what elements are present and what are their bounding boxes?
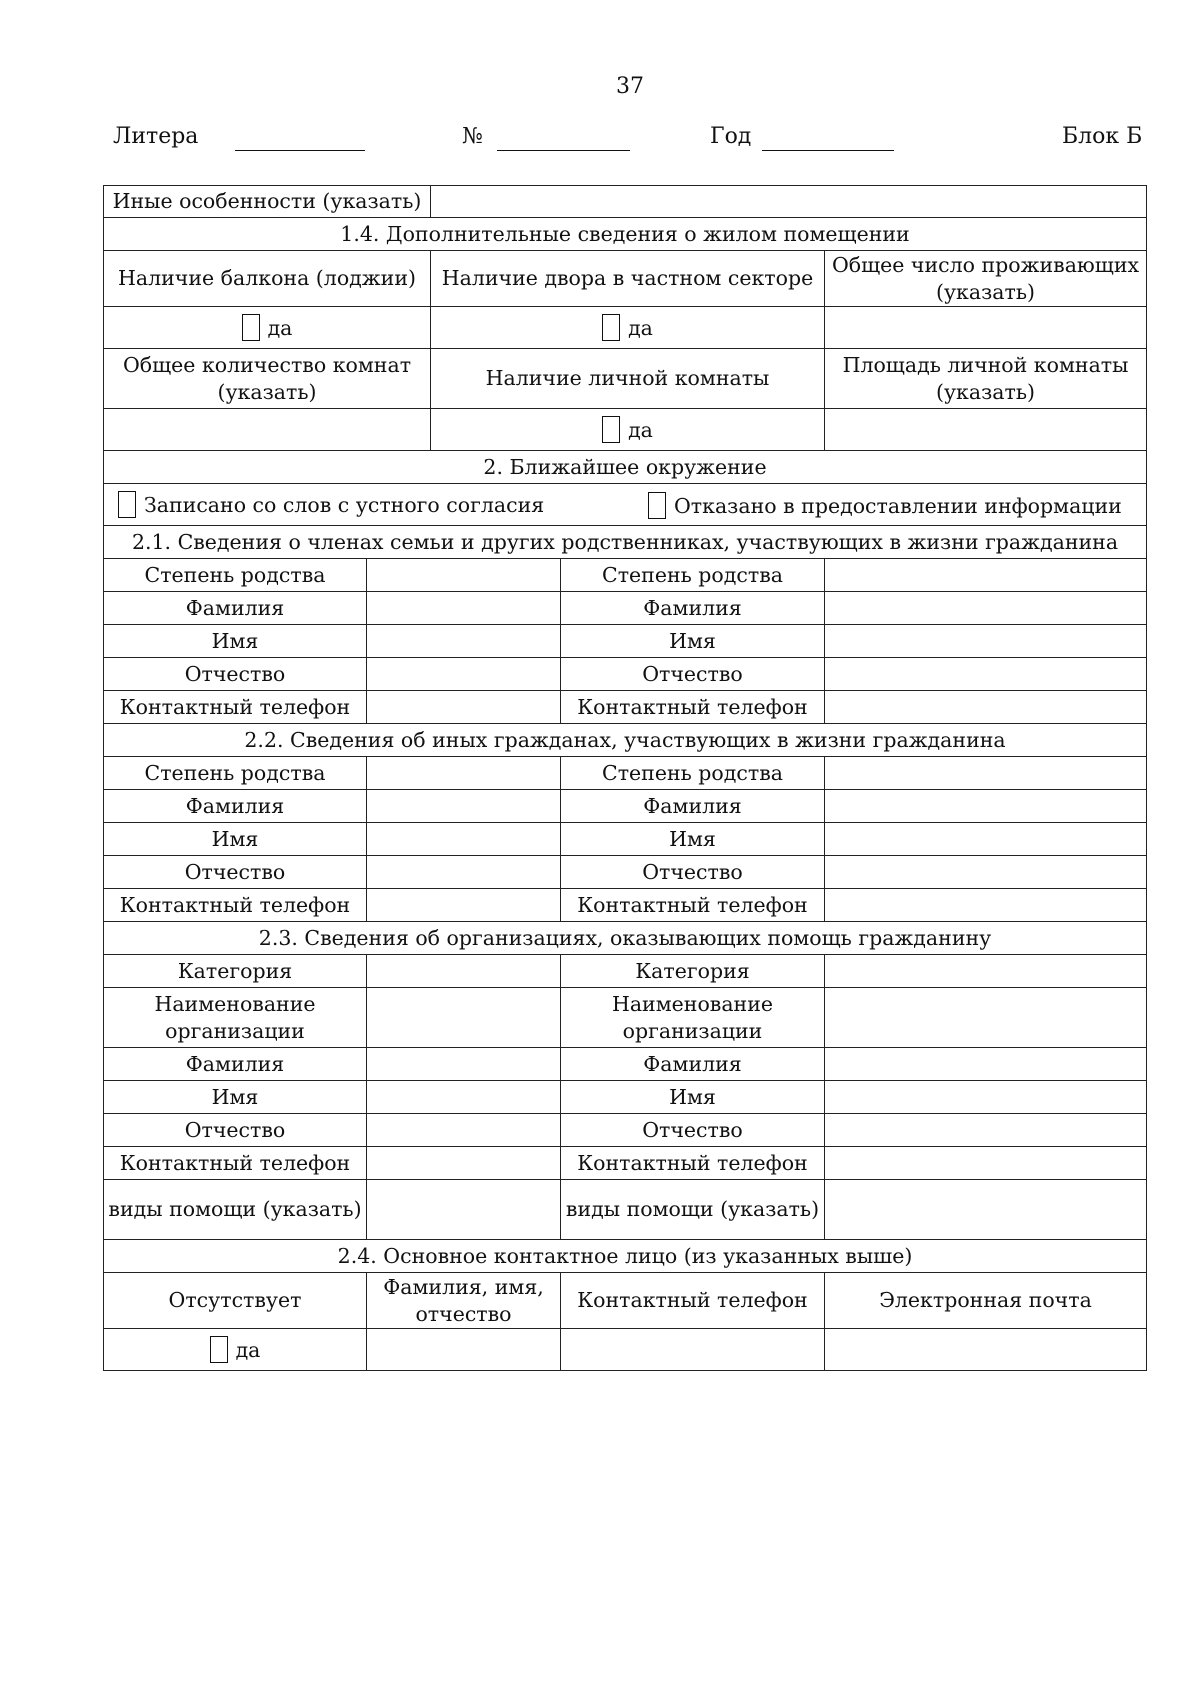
field-value[interactable]: [367, 1147, 561, 1180]
rooms-total-field[interactable]: [104, 409, 431, 451]
field-label: Имя: [104, 625, 367, 658]
verbal-consent-option[interactable]: [118, 491, 544, 519]
field-value[interactable]: [367, 691, 561, 724]
field-label: Имя: [561, 1081, 825, 1114]
checkbox-icon[interactable]: [210, 1336, 228, 1363]
field-value[interactable]: [825, 1114, 1147, 1147]
field-value[interactable]: [825, 559, 1147, 592]
checkbox-icon[interactable]: [648, 492, 666, 519]
table-row: [104, 988, 1147, 1048]
table-row: [104, 889, 1147, 922]
field-label: Контактный телефон: [561, 1147, 825, 1180]
field-label: Фамилия: [561, 1048, 825, 1081]
yard-yes-option[interactable]: [602, 314, 653, 342]
yes-label: да: [628, 417, 653, 442]
checkbox-icon[interactable]: [602, 416, 620, 443]
absent-yes-option[interactable]: [210, 1336, 261, 1364]
field-label: виды помощи (указать): [104, 1180, 367, 1240]
room-area-field[interactable]: [825, 409, 1147, 451]
block-label: Блок Б: [1062, 124, 1143, 149]
field-label: Имя: [104, 1081, 367, 1114]
field-value[interactable]: [367, 955, 561, 988]
field-value[interactable]: [825, 988, 1147, 1048]
number-field[interactable]: [497, 150, 630, 151]
field-label: Контактный телефон: [104, 889, 367, 922]
field-label: Фамилия: [104, 790, 367, 823]
rooms-total-label: Общее количество комнат (указать): [104, 349, 431, 409]
balcony-label: Наличие балкона (лоджии): [104, 251, 431, 307]
field-value[interactable]: [825, 1081, 1147, 1114]
table-row: [104, 691, 1147, 724]
field-value[interactable]: [825, 1180, 1147, 1240]
field-value[interactable]: [367, 823, 561, 856]
residents-field[interactable]: [825, 307, 1147, 349]
field-value[interactable]: [367, 790, 561, 823]
personal-room-cell: [431, 409, 825, 451]
field-value[interactable]: [825, 691, 1147, 724]
field-label: Фамилия: [561, 790, 825, 823]
section-2-4-title: 2.4. Основное контактное лицо (из указанных выше): [104, 1240, 1147, 1273]
field-value[interactable]: [825, 889, 1147, 922]
refused-label: Отказано в предоставлении информации: [674, 494, 1122, 518]
field-value[interactable]: [825, 1147, 1147, 1180]
field-label: Контактный телефон: [104, 691, 367, 724]
page-number: 37: [616, 74, 644, 99]
field-label: Отчество: [104, 658, 367, 691]
table-row: [104, 1081, 1147, 1114]
field-label: Имя: [561, 823, 825, 856]
table-row: [104, 790, 1147, 823]
field-value[interactable]: [367, 625, 561, 658]
field-label: Контактный телефон: [561, 889, 825, 922]
field-label: Степень родства: [561, 757, 825, 790]
field-value[interactable]: [367, 889, 561, 922]
field-label: Отчество: [561, 1114, 825, 1147]
field-label: Фамилия: [561, 592, 825, 625]
field-label: Категория: [561, 955, 825, 988]
field-label: Имя: [561, 625, 825, 658]
consent-row: [104, 484, 1147, 526]
table-row: [104, 823, 1147, 856]
other-features-label: Иные особенности (указать): [104, 186, 431, 218]
field-label: Отчество: [104, 1114, 367, 1147]
field-label: Степень родства: [561, 559, 825, 592]
email-field[interactable]: [825, 1329, 1147, 1371]
field-label: Фамилия: [104, 1048, 367, 1081]
phone-label: Контактный телефон: [561, 1273, 825, 1329]
table-row: [104, 625, 1147, 658]
table-row: [104, 757, 1147, 790]
field-label: Отчество: [104, 856, 367, 889]
field-value[interactable]: [367, 856, 561, 889]
field-label: Категория: [104, 955, 367, 988]
refused-option[interactable]: [648, 492, 1122, 520]
table-row: [104, 1180, 1147, 1240]
yes-label: да: [235, 1337, 261, 1362]
field-label: Наименование организации: [104, 988, 367, 1048]
table-row: [104, 1147, 1147, 1180]
checkbox-icon[interactable]: [242, 314, 260, 341]
number-label: №: [462, 124, 483, 149]
field-value[interactable]: [825, 955, 1147, 988]
section-2-1-title: 2.1. Сведения о членах семьи и других родственниках, участвующих в жизни гражданина: [104, 526, 1147, 559]
year-label: Год: [710, 124, 752, 149]
residents-label: Общее число проживающих (указать): [825, 251, 1147, 307]
yes-label: да: [267, 315, 293, 340]
section-2-2-title: 2.2. Сведения об иных гражданах, участвующих в жизни гражданина: [104, 724, 1147, 757]
full-name-label: Фамилия, имя, отчество: [367, 1273, 561, 1329]
room-area-label: Площадь личной комнаты (указать): [825, 349, 1147, 409]
yes-label: да: [628, 315, 653, 340]
questionnaire-table: [103, 185, 1147, 1371]
field-label: Имя: [104, 823, 367, 856]
personal-room-label: Наличие личной комнаты: [431, 349, 825, 409]
field-value[interactable]: [825, 625, 1147, 658]
table-row: [104, 592, 1147, 625]
field-value[interactable]: [367, 1114, 561, 1147]
balcony-yes-option[interactable]: [242, 314, 293, 342]
field-label: Наименование организации: [561, 988, 825, 1048]
absent-cell: [104, 1329, 367, 1371]
section-1-4-title: 1.4. Дополнительные сведения о жилом помещении: [104, 218, 1147, 251]
table-row: [104, 658, 1147, 691]
field-label: Отчество: [561, 856, 825, 889]
field-value[interactable]: [825, 592, 1147, 625]
field-value[interactable]: [367, 592, 561, 625]
section-2-title: 2. Ближайшее окружение: [104, 451, 1147, 484]
other-features-field[interactable]: [431, 186, 1147, 218]
full-name-field[interactable]: [367, 1329, 561, 1371]
field-value[interactable]: [367, 559, 561, 592]
field-value[interactable]: [825, 823, 1147, 856]
table-row: [104, 955, 1147, 988]
checkbox-icon[interactable]: [602, 314, 620, 341]
year-field[interactable]: [762, 150, 894, 151]
table-row: [104, 559, 1147, 592]
field-label: Контактный телефон: [561, 691, 825, 724]
field-value[interactable]: [825, 757, 1147, 790]
email-label: Электронная почта: [825, 1273, 1147, 1329]
field-value[interactable]: [825, 658, 1147, 691]
field-value[interactable]: [825, 790, 1147, 823]
table-row: [104, 856, 1147, 889]
section-2-3-title: 2.3. Сведения об организациях, оказывающих помощь гражданину: [104, 922, 1147, 955]
field-value[interactable]: [825, 856, 1147, 889]
field-value[interactable]: [367, 757, 561, 790]
personal-room-yes-option[interactable]: [602, 416, 653, 444]
field-label: Степень родства: [104, 757, 367, 790]
field-value[interactable]: [367, 1081, 561, 1114]
litera-field[interactable]: [235, 150, 365, 151]
table-row: [104, 1114, 1147, 1147]
yard-label: Наличие двора в частном секторе: [431, 251, 825, 307]
field-label: Фамилия: [104, 592, 367, 625]
balcony-cell: [104, 307, 431, 349]
absent-label: Отсутствует: [104, 1273, 367, 1329]
field-value[interactable]: [367, 658, 561, 691]
field-value[interactable]: [367, 1180, 561, 1240]
litera-label: Литера: [113, 124, 199, 149]
verbal-consent-label: Записано со слов с устного согласия: [144, 492, 545, 517]
field-value[interactable]: [825, 1048, 1147, 1081]
field-value[interactable]: [367, 1048, 561, 1081]
phone-field[interactable]: [561, 1329, 825, 1371]
yard-cell: [431, 307, 825, 349]
table-row: [104, 1048, 1147, 1081]
field-label: Степень родства: [104, 559, 367, 592]
field-label: Контактный телефон: [104, 1147, 367, 1180]
field-value[interactable]: [367, 988, 561, 1048]
field-label: виды помощи (указать): [561, 1180, 825, 1240]
checkbox-icon[interactable]: [118, 491, 136, 518]
field-label: Отчество: [561, 658, 825, 691]
